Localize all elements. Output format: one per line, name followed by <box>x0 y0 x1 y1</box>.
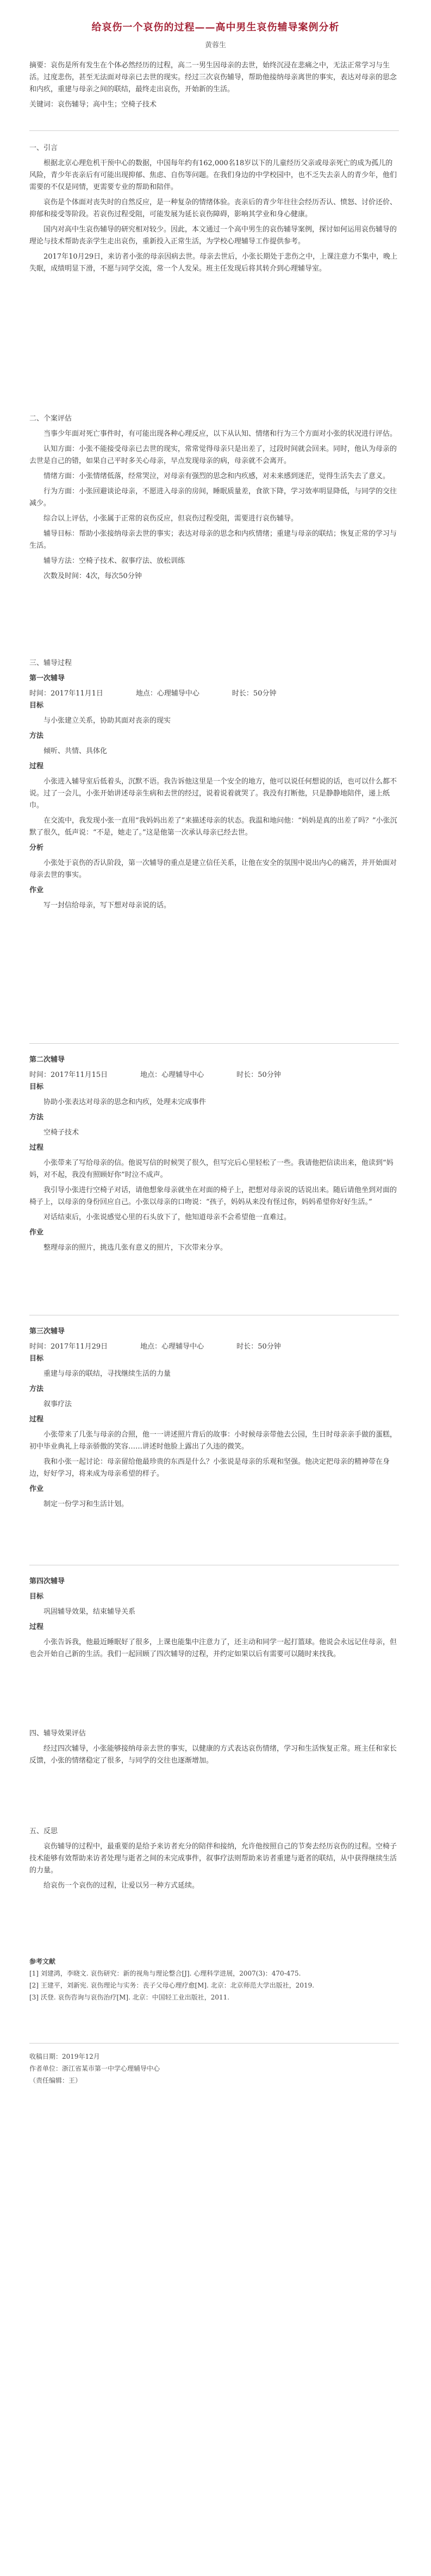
paragraph: 制定一份学习和生活计划。 <box>43 1500 129 1508</box>
paragraph: 写一封信给母亲，写下想对母亲说的话。 <box>43 901 171 910</box>
keywords: 关键词：哀伤辅导；高中生；空椅子技术 <box>29 101 157 109</box>
footer-received: 收稿日期：2019年12月 <box>29 2053 100 2060</box>
article-title: 给哀伤一个哀伤的过程——高中男生哀伤辅导案例分析 <box>91 22 340 33</box>
paragraph: 我和小张一起讨论：母亲留给他最珍贵的东西是什么？小张说是母亲的乐观和坚强。他决定把母亲的精神带在身边，好好学习，将来成为母亲希望的样子。 <box>29 1458 390 1478</box>
label-method: 方法 <box>29 732 44 740</box>
paragraph: 2017年10月29日，来访者小张的母亲因病去世。母亲去世后，小张长期处于悲伤之中，上课注意力不集中，晚上失眠，成绩明显下滑，不愿与同学交流，常一个人发呆。班主任发现后将其转介到心理辅导室。 <box>29 253 398 273</box>
paragraph: 情绪方面：小张情绪低落，经常哭泣，对母亲有强烈的思念和内疚感，对未来感到迷茫，觉得生活失去了意义。 <box>43 472 390 480</box>
paragraph: 当事少年面对死亡事件时，有可能出现各种心理反应，以下从认知、情绪和行为三个方面对小张的状况进行评估。 <box>43 430 397 438</box>
session-place: 地点：心理辅导中心 <box>140 1343 204 1351</box>
session-3 <box>29 1326 399 1514</box>
abstract: 摘要：哀伤是所有发生在个体必然经历的过程，高二一男生因母亲的去世，始终沉浸在悲痛之中，无法正常学习与生活。过度悲伤，甚至无法面对母亲已去世的现实。经过三次哀伤辅导，帮助他接纳母亲离世的事实，表达对母亲的思念和内疚，重建与母亲之间的联结，最终走出哀伤，开始新的生活。 <box>29 61 397 93</box>
session-meta <box>29 1069 399 1081</box>
paragraph: 经过四次辅导，小张能够接纳母亲去世的事实，以健康的方式表达哀伤情绪，学习和生活恢复正常。班主任和家长反馈，小张的情绪稳定了很多，与同学的交往也逐渐增加。 <box>29 1745 397 1765</box>
section-heading: 一、引言 <box>29 144 58 152</box>
paragraph: 哀伤辅导的过程中，最重要的是给予来访者充分的陪伴和接纳，允许他按照自己的节奏去经历哀伤的过程。空椅子技术能够有效帮助来访者处理与逝者之间的未完成事件，叙事疗法则帮助来访者重建与逝者的联结，从中获得继续生活的力量。 <box>29 1842 397 1875</box>
label-method: 方法 <box>29 1385 44 1393</box>
section-assessment <box>29 413 399 586</box>
label-process: 过程 <box>29 1623 44 1631</box>
label-process: 过程 <box>29 1144 44 1152</box>
session-duration: 时长：50分钟 <box>232 690 277 698</box>
article-footer <box>29 2051 399 2087</box>
session-place: 地点：心理辅导中心 <box>135 690 199 698</box>
divider <box>29 130 399 131</box>
session-meta <box>29 1341 399 1353</box>
label-goal: 目标 <box>29 1355 44 1363</box>
paragraph: 小张处于哀伤的否认阶段，第一次辅导的重点是建立信任关系，让他在安全的氛围中说出内心的痛苦，并开始面对母亲去世的事实。 <box>29 859 397 879</box>
paragraph: 小张带来了几张与母亲的合照，他一一讲述照片背后的故事：小时候母亲带他去公园，生日时母亲亲手做的蛋糕，初中毕业典礼上母亲骄傲的笑容……讲述时他脸上露出了久违的微笑。 <box>29 1431 397 1451</box>
section-heading: 三、辅导过程 <box>29 659 72 667</box>
label-method: 方法 <box>29 1113 44 1121</box>
reference-item: [2] 王建平，刘新宪. 哀伤理论与实务：丧子父母心理疗愈[M]. 北京：北京师范大学出版社，2019. <box>29 1982 315 1989</box>
paragraph: 行为方面：小张回避谈论母亲，不愿进入母亲的房间，睡眠质量差，食欲下降，学习效率明显降低，与同学的交往减少。 <box>29 487 397 507</box>
label-homework: 作业 <box>29 1229 44 1237</box>
session-2 <box>29 1054 399 1257</box>
label-goal: 目标 <box>29 1593 44 1601</box>
paragraph: 在交流中，我发现小张一直用“我妈妈出差了”来描述母亲的状态。我温和地问他：“妈妈是真的出差了吗？”小张沉默了很久，低声说：“不是，她走了。”这是他第一次承认母亲已经去世。 <box>29 817 397 837</box>
session-goal: 巩固辅导效果，结束辅导关系 <box>43 1608 136 1616</box>
session-duration: 时长：50分钟 <box>236 1071 281 1079</box>
paragraph: 对话结束后，小张说感觉心里的石头放下了，他知道母亲不会希望他一直难过。 <box>43 1213 291 1221</box>
paragraph: 小张带来了写给母亲的信。他说写信的时候哭了很久，但写完后心里轻松了一些。我请他把信读出来，他读到“妈妈，对不起，我没有照顾好你”时泣不成声。 <box>29 1159 393 1179</box>
abstract-section <box>29 60 399 114</box>
footer-editor: （责任编辑：王） <box>29 2077 82 2084</box>
paragraph: 根据北京心理危机干预中心的数据，中国每年约有162,000名18岁以下的儿童经历父亲或母亲死亡的成为孤儿的风险，青少年丧亲后有可能出现抑郁、焦虑、自伤等问题。在我们身边的中学校园中，也不乏失去亲人的青少年，他们需要的不仅是同情，更需要专业的帮助和陪伴。 <box>29 159 397 191</box>
session-title: 第四次辅导 <box>29 1577 65 1585</box>
session-method: 叙事疗法 <box>43 1400 72 1408</box>
session-time: 时间：2017年11月1日 <box>29 690 103 698</box>
reference-item: [1] 刘建鸿，李晓文. 哀伤研究：新的视角与理论整合[J]. 心理科学进展，2007(3)：470-475. <box>29 1970 301 1977</box>
label-goal: 目标 <box>29 1083 44 1091</box>
references <box>29 1956 399 2004</box>
session-goal: 重建与母亲的联结，寻找继续生活的力量 <box>43 1370 171 1378</box>
session-meta <box>29 688 399 700</box>
section-intro <box>29 142 399 278</box>
paragraph: 整理母亲的照片，挑选几张有意义的照片，下次带来分享。 <box>43 1244 228 1252</box>
label-homework: 作业 <box>29 886 44 894</box>
label-process: 过程 <box>29 1415 44 1424</box>
session-goal: 协助小张表达对母亲的思念和内疚，处理未完成事件 <box>43 1098 207 1106</box>
divider <box>29 2043 399 2044</box>
paragraph: 综合以上评估，小张属于正常的哀伤反应，但哀伤过程受阻，需要进行哀伤辅导。 <box>43 515 298 523</box>
label-homework: 作业 <box>29 1485 44 1493</box>
paragraph: 小张告诉我，他最近睡眠好了很多，上课也能集中注意力了，还主动和同学一起打篮球。他说会永远记住母亲，但也会开始自己新的生活。我们一起回顾了四次辅导的过程，并约定如果以后有需要可以随时来找我。 <box>29 1638 397 1658</box>
paragraph: 辅导目标：帮助小张接纳母亲去世的事实；表达对母亲的思念和内疚情绪；重建与母亲的联结；恢复正常的学习与生活。 <box>29 530 397 550</box>
paragraph: 认知方面：小张不能接受母亲已去世的现实，常常觉得母亲只是出差了，过段时间就会回来。同时，他认为母亲的去世是自己的错，如果自己平时多关心母亲，早点发现母亲的病，母亲就不会离开。 <box>29 445 397 465</box>
session-4 <box>29 1576 399 1664</box>
session-time: 时间：2017年11月15日 <box>29 1071 108 1079</box>
session-place: 地点：心理辅导中心 <box>140 1071 204 1079</box>
section-reflection <box>29 1826 399 1895</box>
section-evaluation <box>29 1728 399 1770</box>
paragraph: 哀伤是个体面对丧失时的自然反应，是一种复杂的情绪体验。丧亲后的青少年往往会经历否认、愤怒、讨价还价、抑郁和接受等阶段。若哀伤过程受阻，可能发展为延长哀伤障碍，影响其学业和身心健康。 <box>29 198 397 218</box>
reference-item: [3] 沃登. 哀伤咨询与哀伤治疗[M]. 北京：中国轻工业出版社，2011. <box>29 1994 230 2001</box>
section-process <box>29 657 399 915</box>
label-process: 过程 <box>29 762 44 770</box>
footer-affiliation: 作者单位：浙江省某市第一中学心理辅导中心 <box>29 2065 160 2072</box>
section-heading: 二、个案评估 <box>29 415 72 423</box>
section-heading: 四、辅导效果评估 <box>29 1729 86 1738</box>
section-heading: 五、反思 <box>29 1827 58 1835</box>
article-author: 黄蓉生 <box>204 41 226 49</box>
paragraph: 辅导方法：空椅子技术、叙事疗法、放松训练 <box>43 557 185 565</box>
divider <box>29 1043 399 1044</box>
session-method: 倾听、共情、具体化 <box>43 747 108 755</box>
paragraph: 给哀伤一个哀伤的过程，让爱以另一种方式延续。 <box>43 1882 199 1890</box>
session-title: 第三次辅导 <box>29 1327 65 1336</box>
session-duration: 时长：50分钟 <box>236 1343 281 1351</box>
session-title: 第一次辅导 <box>29 674 65 682</box>
session-goal: 与小张建立关系，协助其面对丧亲的现实 <box>43 717 171 725</box>
label-analysis: 分析 <box>29 844 44 852</box>
paragraph: 国内对高中生哀伤辅导的研究相对较少。因此，本文通过一个高中男生的哀伤辅导案例，探讨如何运用哀伤辅导的理论与技术帮助丧亲学生走出哀伤，重新投入正常生活，为学校心理辅导工作提供参考。 <box>29 225 397 246</box>
label-goal: 目标 <box>29 701 44 710</box>
paragraph: 我引导小张进行空椅子对话，请他想象母亲就坐在对面的椅子上，把想对母亲说的话说出来。随后请他坐到对面的椅子上，以母亲的身份回应自己。小张以母亲的口吻说：“孩子，妈妈从来没有怪过你，妈妈希望你好好生活。” <box>29 1186 397 1206</box>
paragraph: 次数及时间：4次，每次50分钟 <box>43 572 142 580</box>
session-title: 第二次辅导 <box>29 1056 65 1064</box>
session-method: 空椅子技术 <box>43 1129 79 1137</box>
paragraph: 小张进入辅导室后低着头，沉默不语。我告诉他这里是一个安全的地方，他可以说任何想说的话，也可以什么都不说。过了一会儿，小张开始讲述母亲生病和去世的经过，说着说着就哭了。我没有打断他，只是静静地陪伴，递上纸巾。 <box>29 778 397 810</box>
references-heading: 参考文献 <box>29 1958 56 1965</box>
session-time: 时间：2017年11月29日 <box>29 1343 108 1351</box>
